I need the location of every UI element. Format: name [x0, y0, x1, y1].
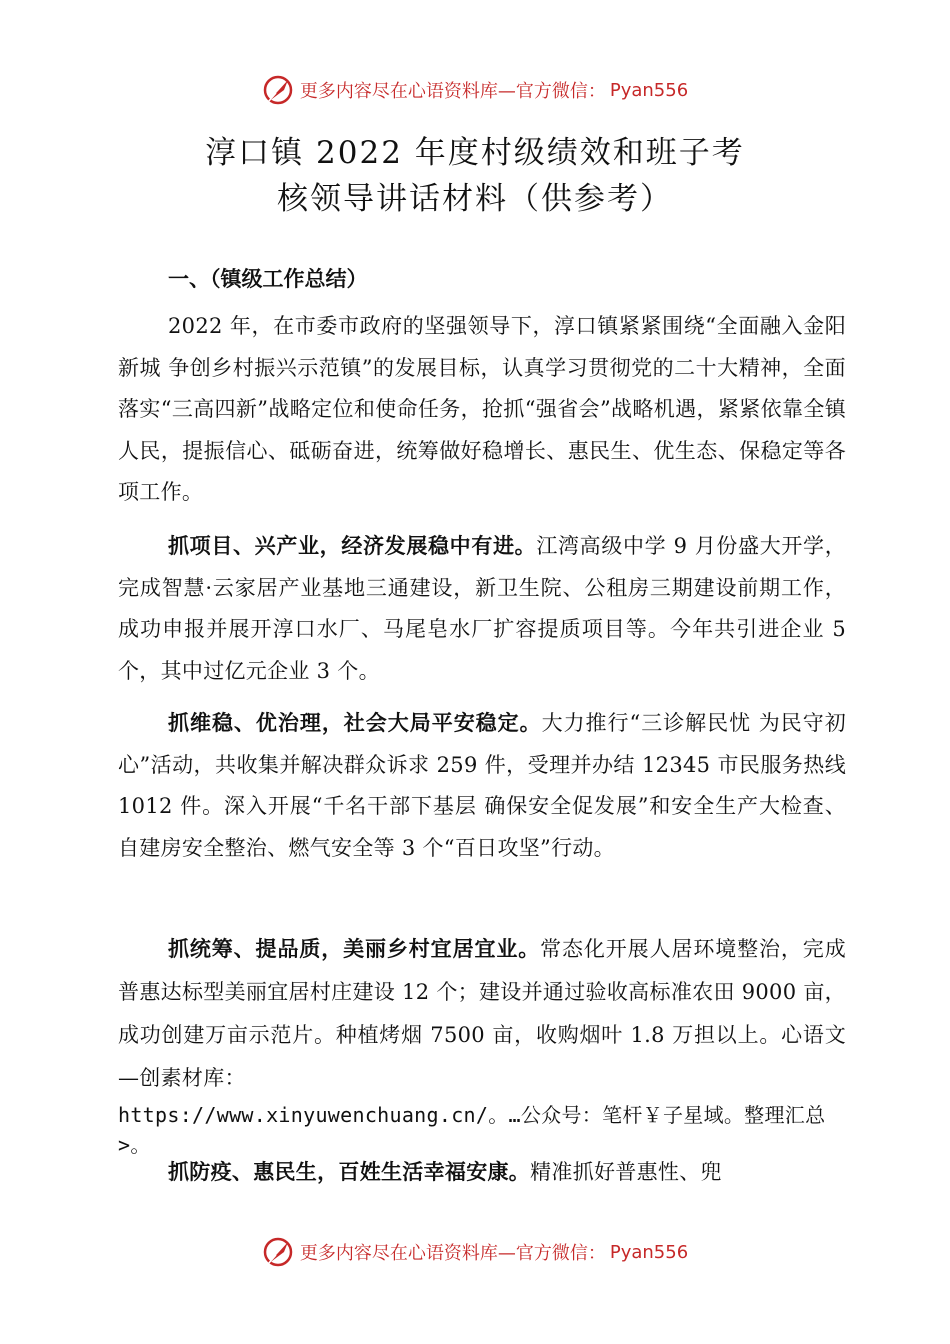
banner-wechat-id: Pyan556: [609, 1241, 689, 1263]
paragraph-body: 大力推行“三诊解民忧 为民守初心”活动，共收集并解决群众诉求 259 件，受理并办结 12345 市民服务热线 1012 件。深入开展“千名干部下基层 确保安全促发展”和安全生产大检查、自建房安全整治、燃气安全等 3 个“百日攻坚”行动。: [118, 711, 846, 860]
header-banner: [0, 74, 950, 106]
quill-logo-icon: [262, 1236, 294, 1268]
paragraph-lead: 抓项目、兴产业，经济发展稳中有进。: [168, 534, 537, 558]
paragraph-rural: [118, 928, 846, 1160]
banner-wechat-id: Pyan556: [609, 79, 689, 101]
title-line-2: 核领导讲话材料（供参考）: [277, 181, 673, 217]
paragraph-stability: [118, 703, 846, 869]
paragraph-lead: 抓防疫、惠民生，百姓生活幸福安康。: [168, 1160, 531, 1184]
paragraph-body: 精准抓好普惠性、兜: [530, 1160, 722, 1184]
banner-text: 更多内容尽在心语资料库—官方微信：: [299, 81, 606, 102]
document-title: [150, 130, 800, 222]
title-line-1: 淳口镇 2022 年度村级绩效和班子考: [205, 135, 745, 171]
paragraph-welfare: [118, 1152, 846, 1194]
paragraph-lead: 抓统筹、提品质，美丽乡村宜居宜业。: [168, 937, 541, 961]
paragraph-body: 江湾高级中学 9 月份盛大开学，完成智慧·云家居产业基地三通建设，新卫生院、公租房三期建设前期工作，成功申报并展开淳口水厂、马尾皂水厂扩容提质项目等。今年共引进企业 5 个，其中过亿元企业 3 个。: [118, 534, 846, 683]
source-url-text: https://www.xinyuwenchuang.cn/。…公众号：笔杆￥子星域。整理汇总>。: [118, 1103, 826, 1157]
paragraph-projects: [118, 526, 846, 692]
footer-banner: [0, 1236, 950, 1268]
paragraph-body: 常态化开展人居环境整治，完成普惠达标型美丽宜居村庄建设 12 个；建设并通过验收高标准农田 9000 亩，成功创建万亩示范片。种植烤烟 7500 亩，收购烟叶 1.8 万担以上。心语文—创素材库：: [118, 937, 846, 1090]
intro-paragraph: 2022 年，在市委市政府的坚强领导下，淳口镇紧紧围绕“全面融入金阳新城 争创乡村振兴示范镇”的发展目标，认真学习贯彻党的二十大精神，全面落实“三高四新”战略定位和使命任务，抢抓“强省会”战略机遇，紧紧依靠全镇人民，提振信心、砥砺奋进，统筹做好稳增长、惠民生、优生态、保稳定等各项工作。: [118, 314, 846, 504]
quill-logo-icon: [262, 74, 294, 106]
paragraph-lead: 抓维稳、优治理，社会大局平安稳定。: [168, 711, 542, 735]
banner-text: 更多内容尽在心语资料库—官方微信：: [299, 1243, 606, 1264]
section-heading: 一、（镇级工作总结）: [168, 267, 368, 291]
